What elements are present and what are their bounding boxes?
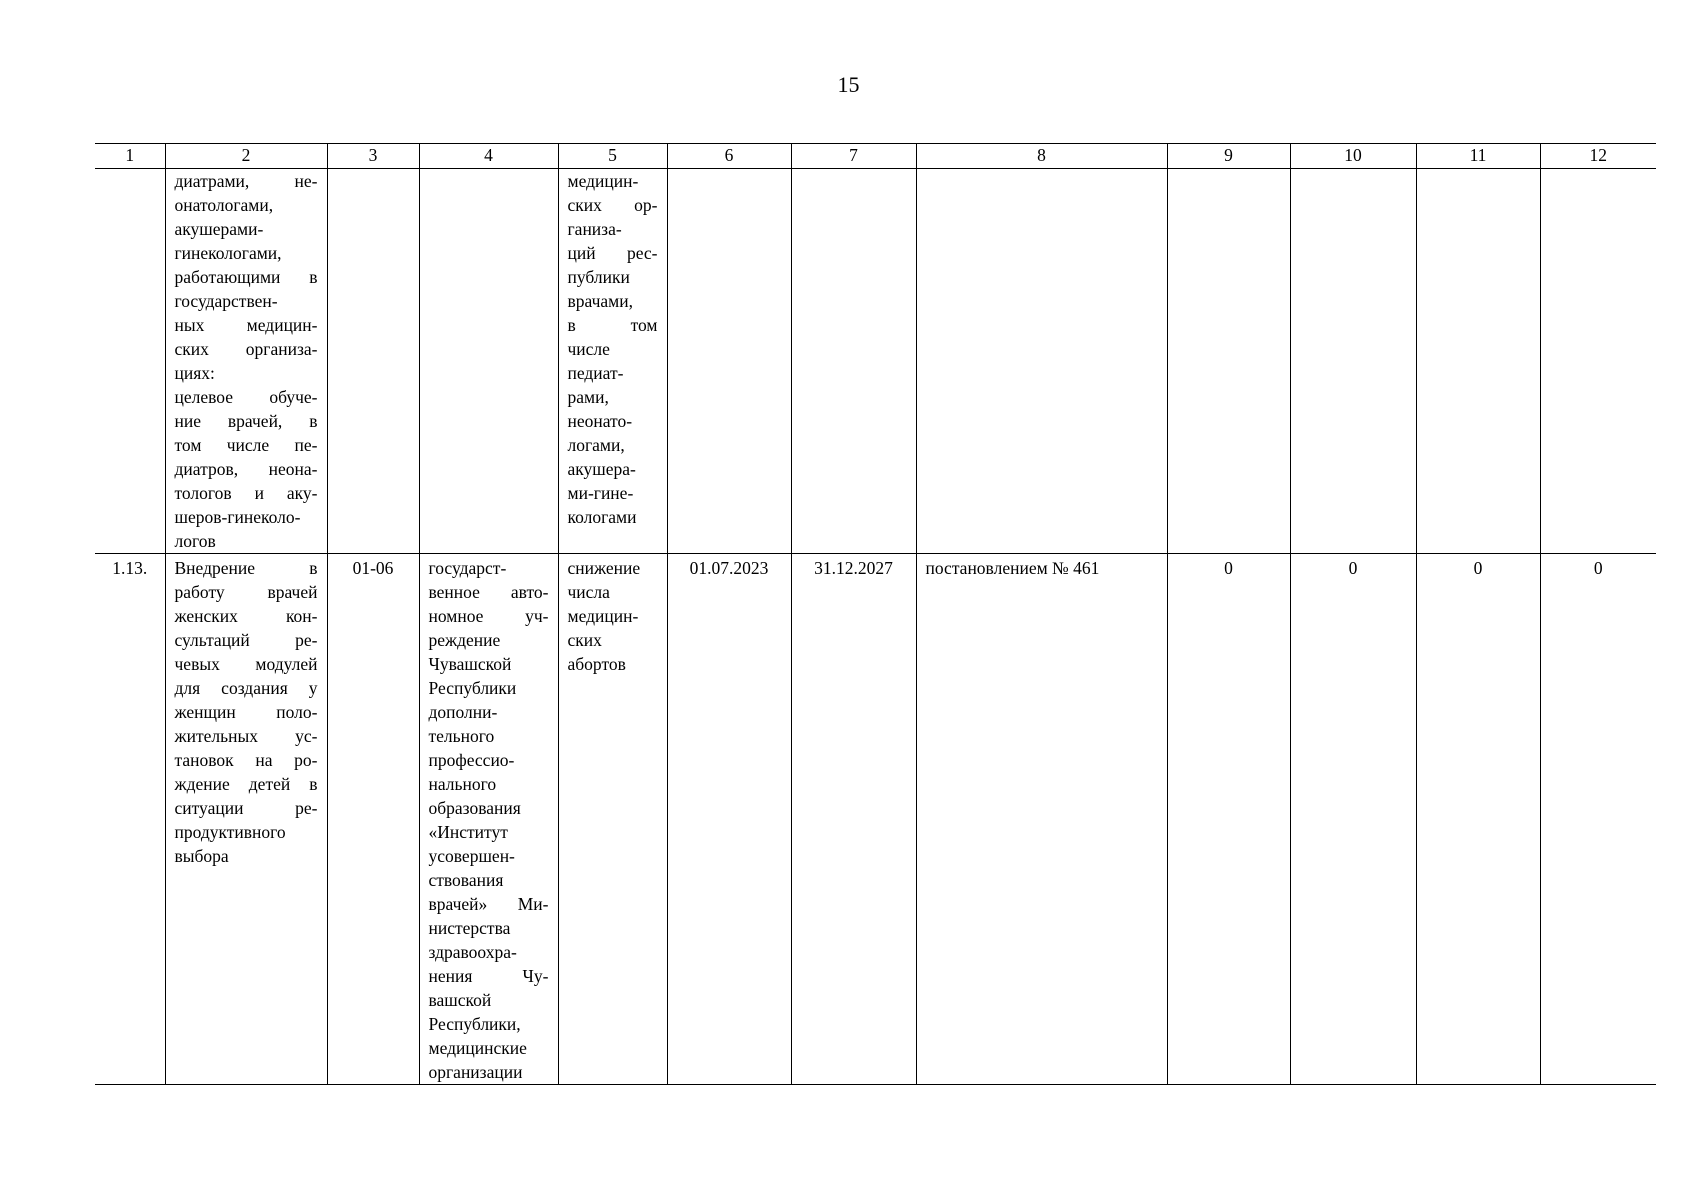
- cell-line: чевых модулей: [174, 654, 318, 674]
- cell-line: числе: [567, 339, 610, 359]
- row-number: 1.13.: [95, 554, 165, 1085]
- table-cell: [1540, 169, 1656, 554]
- cell-line: диатров, неона-: [174, 459, 318, 479]
- cell-line: работу врачей: [174, 582, 318, 602]
- header-cell: 2: [165, 144, 327, 169]
- table-cell: 0: [1167, 554, 1290, 1085]
- table-cell: [419, 169, 558, 554]
- cell-line: тановок на ро-: [174, 750, 318, 770]
- program-table: [95, 143, 1656, 1085]
- cell-line: выбора: [174, 846, 229, 866]
- cell-line: государст-: [428, 558, 507, 578]
- start-date: 01.07.2023: [667, 554, 791, 1085]
- cell-line: ждение детей в: [174, 774, 318, 794]
- header-cell: 3: [327, 144, 419, 169]
- table-cell: [1167, 169, 1290, 554]
- cell-line: нального: [428, 774, 497, 794]
- cell-line: женских кон-: [174, 606, 318, 626]
- cell-line: Чувашской: [428, 654, 512, 674]
- cell-line: кологами: [567, 507, 637, 527]
- table-cell: [165, 169, 327, 554]
- table-cell: [558, 169, 667, 554]
- header-cell: 10: [1290, 144, 1416, 169]
- header-cell: 4: [419, 144, 558, 169]
- cell-line: ских организа-: [174, 339, 318, 359]
- header-cell: 7: [791, 144, 916, 169]
- cell-line: онатологами,: [174, 195, 274, 215]
- table-cell: [916, 169, 1167, 554]
- cell-line: здравоохра-: [428, 942, 517, 962]
- cell-line: дополни-: [428, 702, 498, 722]
- header-cell: 12: [1540, 144, 1656, 169]
- cell-line: медицин-: [567, 171, 639, 191]
- cell-line: ствования: [428, 870, 504, 890]
- cell-line: диатрами, не-: [174, 171, 318, 191]
- cell-line: для создания у: [174, 678, 318, 698]
- cell-line: том числе пе-: [174, 435, 318, 455]
- cell-line: образования: [428, 798, 521, 818]
- header-cell: 5: [558, 144, 667, 169]
- header-cell: 9: [1167, 144, 1290, 169]
- cell-line: ние врачей, в: [174, 411, 318, 431]
- table-row: [95, 169, 1656, 554]
- table-cell: [95, 169, 165, 554]
- cell-line: гинекологами,: [174, 243, 282, 263]
- cell-line: государствен-: [174, 291, 278, 311]
- cell-line: числа: [567, 582, 610, 602]
- cell-line: вашской: [428, 990, 492, 1010]
- table-cell: [667, 169, 791, 554]
- table-cell: 0: [1416, 554, 1540, 1085]
- table-cell: [1416, 169, 1540, 554]
- cell-line: усовершен-: [428, 846, 515, 866]
- cell-line: снижение: [567, 558, 641, 578]
- cell-line: ских ор-: [567, 195, 658, 215]
- cell-line: шеров-гинеколо-: [174, 507, 301, 527]
- cell-line: акушерами-: [174, 219, 264, 239]
- table-row: [95, 554, 1656, 1085]
- cell-line: абортов: [567, 654, 626, 674]
- cell-lines: [429, 556, 549, 1084]
- table-cell: [419, 554, 558, 1085]
- cell-line: организации: [428, 1062, 523, 1082]
- cell-line: в том: [567, 315, 658, 335]
- cell-line: врачей» Ми-: [428, 894, 549, 914]
- cell-line: рами,: [567, 387, 609, 407]
- table-cell: [165, 554, 327, 1085]
- cell-line: ганиза-: [567, 219, 622, 239]
- cell-line: Республики: [428, 678, 517, 698]
- cell-line: нения Чу-: [428, 966, 549, 986]
- cell-lines: [568, 169, 658, 529]
- table-cell: [791, 169, 916, 554]
- cell-line: ций рес-: [567, 243, 658, 263]
- cell-line: врачами,: [567, 291, 633, 311]
- cell-line: педиат-: [567, 363, 624, 383]
- cell-line: реждение: [428, 630, 501, 650]
- cell-line: ми-гине-: [567, 483, 634, 503]
- page-number: 15: [837, 72, 860, 97]
- cell-line: логов: [174, 531, 216, 551]
- header-cell: 6: [667, 144, 791, 169]
- cell-line: медицин-: [567, 606, 639, 626]
- table-cell: 01-06: [327, 554, 419, 1085]
- cell-lines: [568, 556, 658, 676]
- cell-line: неонато-: [567, 411, 633, 431]
- cell-lines: [175, 169, 318, 553]
- cell-line: венное авто-: [428, 582, 549, 602]
- table-cell: [327, 169, 419, 554]
- header-cell: 1: [95, 144, 165, 169]
- cell-line: тологов и аку-: [174, 483, 318, 503]
- cell-line: ских: [567, 630, 602, 650]
- cell-line: ситуации ре-: [174, 798, 318, 818]
- cell-line: «Институт: [428, 822, 508, 842]
- cell-line: тельного: [428, 726, 495, 746]
- cell-line: публики: [567, 267, 630, 287]
- cell-line: женщин поло-: [174, 702, 318, 722]
- cell-line: работающими в: [174, 267, 318, 287]
- cell-line: нистерства: [428, 918, 511, 938]
- cell-line: логами,: [567, 435, 625, 455]
- table-cell: [558, 554, 667, 1085]
- table-cell: постановлением № 461: [916, 554, 1167, 1085]
- header-cell: 8: [916, 144, 1167, 169]
- end-date: 31.12.2027: [791, 554, 916, 1085]
- cell-line: медицинские: [428, 1038, 527, 1058]
- cell-line: циях:: [174, 363, 215, 383]
- cell-line: Внедрение в: [174, 558, 318, 578]
- table-cell: 0: [1290, 554, 1416, 1085]
- cell-lines: [175, 556, 318, 868]
- cell-line: номное уч-: [428, 606, 549, 626]
- cell-line: ных медицин-: [174, 315, 318, 335]
- cell-line: продуктивного: [174, 822, 286, 842]
- table-cell: [1290, 169, 1416, 554]
- cell-line: Республики,: [428, 1014, 521, 1034]
- cell-line: жительных ус-: [174, 726, 318, 746]
- header-cell: 11: [1416, 144, 1540, 169]
- cell-line: профессио-: [428, 750, 515, 770]
- table-cell: 0: [1540, 554, 1656, 1085]
- cell-line: акушера-: [567, 459, 636, 479]
- cell-line: сультаций ре-: [174, 630, 318, 650]
- cell-line: целевое обуче-: [174, 387, 318, 407]
- table-header-row: [95, 144, 1656, 169]
